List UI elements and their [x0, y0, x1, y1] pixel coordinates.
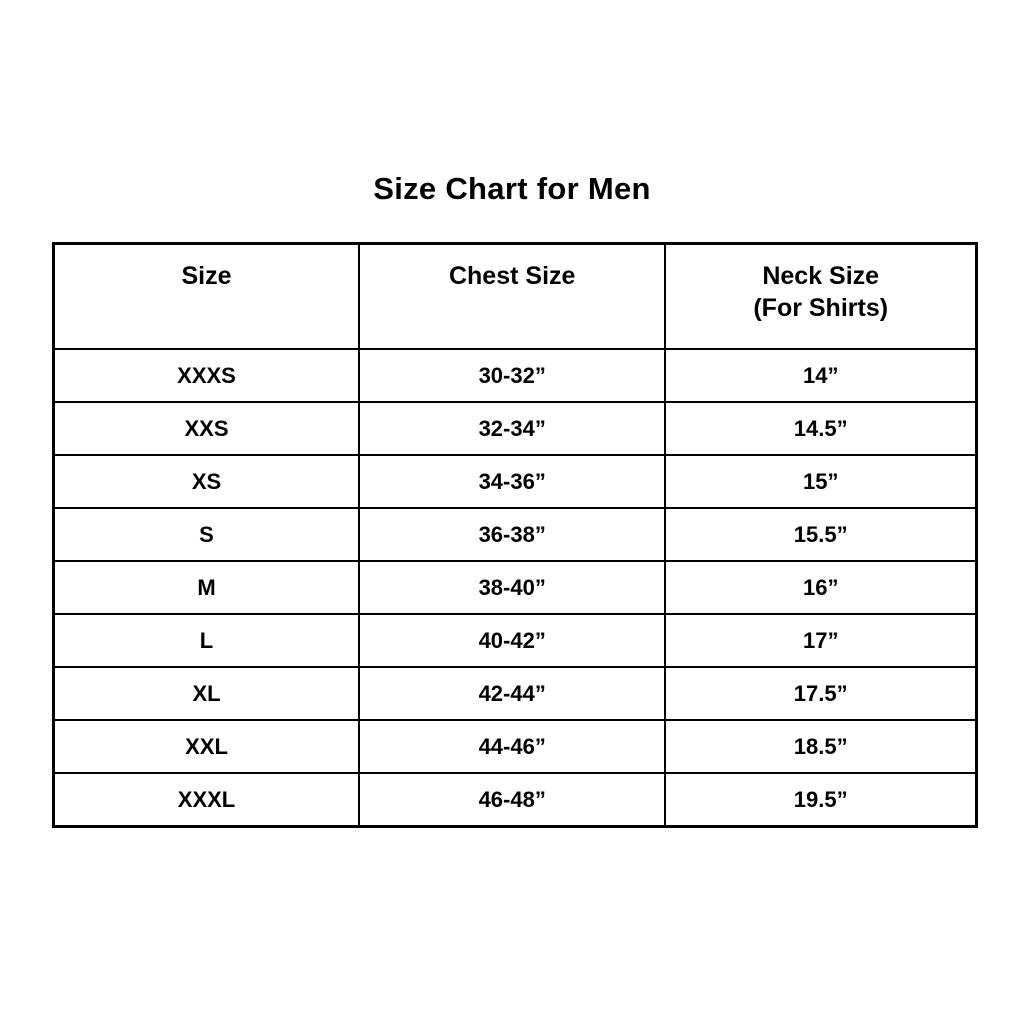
cell-size: XL	[54, 667, 360, 720]
table-row	[54, 508, 977, 561]
cell-size: XS	[54, 455, 360, 508]
cell-chest: 42-44”	[359, 667, 665, 720]
table-row	[54, 667, 977, 720]
cell-chest: 30-32”	[359, 349, 665, 402]
cell-neck: 15”	[665, 455, 976, 508]
cell-chest: 40-42”	[359, 614, 665, 667]
cell-chest: 36-38”	[359, 508, 665, 561]
cell-neck: 19.5”	[665, 773, 976, 827]
header-cell-chest: Chest Size	[359, 244, 665, 350]
table-row	[54, 773, 977, 827]
table-row	[54, 561, 977, 614]
cell-chest: 44-46”	[359, 720, 665, 773]
table-header-row	[54, 244, 977, 350]
cell-neck: 18.5”	[665, 720, 976, 773]
header-neck-label: Neck Size	[762, 262, 880, 290]
cell-neck: 15.5”	[665, 508, 976, 561]
cell-size: XXS	[54, 402, 360, 455]
cell-chest: 46-48”	[359, 773, 665, 827]
cell-size: S	[54, 508, 360, 561]
cell-chest: 34-36”	[359, 455, 665, 508]
table-row	[54, 720, 977, 773]
cell-chest: 38-40”	[359, 561, 665, 614]
table-row	[54, 614, 977, 667]
size-table	[52, 242, 978, 828]
cell-neck: 17”	[665, 614, 976, 667]
cell-neck: 17.5”	[665, 667, 976, 720]
header-neck-sublabel: (For Shirts)	[753, 294, 889, 322]
cell-neck: 14”	[665, 349, 976, 402]
cell-size: XXXL	[54, 773, 360, 827]
table-row	[54, 455, 977, 508]
cell-neck: 14.5”	[665, 402, 976, 455]
cell-size: M	[54, 561, 360, 614]
page-title: Size Chart for Men	[373, 171, 651, 206]
table-row	[54, 402, 977, 455]
cell-neck: 16”	[665, 561, 976, 614]
cell-chest: 32-34”	[359, 402, 665, 455]
header-cell-neck	[665, 244, 976, 350]
cell-size: XXL	[54, 720, 360, 773]
header-cell-size: Size	[54, 244, 360, 350]
cell-size: L	[54, 614, 360, 667]
table-row	[54, 349, 977, 402]
cell-size: XXXS	[54, 349, 360, 402]
